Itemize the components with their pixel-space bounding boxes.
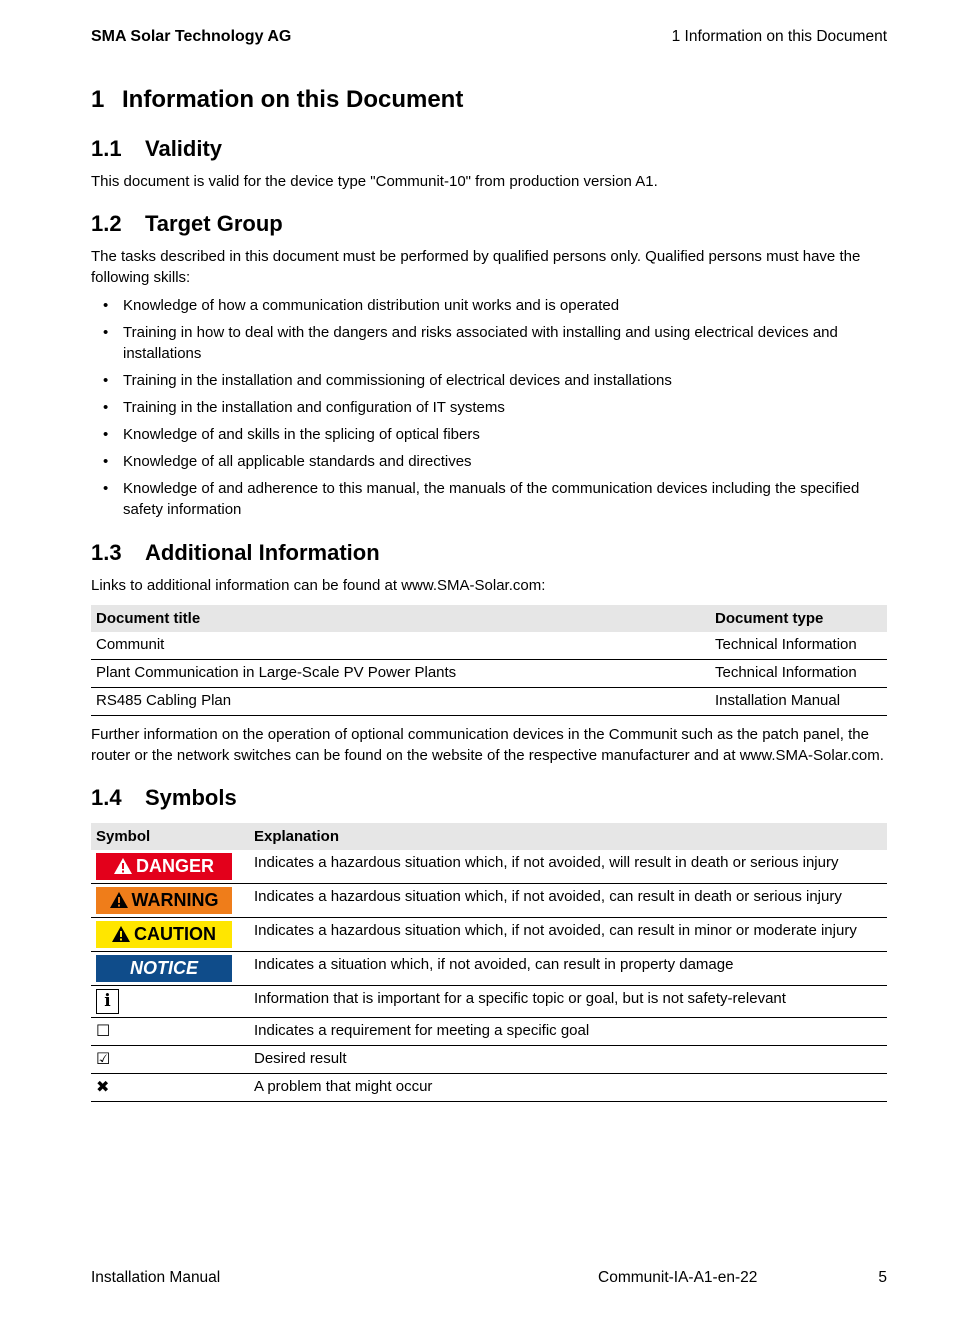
symbol-cell bbox=[91, 884, 249, 918]
table-cell: Information that is important for a specific topic or goal, but is not safety-relevant bbox=[249, 986, 887, 1018]
table-cell: Indicates a hazardous situation which, if not avoided, will result in death or serious injury bbox=[249, 850, 887, 884]
caution-label: CAUTION bbox=[134, 924, 216, 944]
info-icon: i bbox=[96, 989, 119, 1014]
col-symbol: Symbol bbox=[91, 823, 249, 850]
table-cell: Plant Communication in Large-Scale PV Power Plants bbox=[91, 660, 710, 688]
list-item: • Knowledge of how a communication distribution unit works and is operated bbox=[91, 295, 887, 316]
warning-triangle-icon bbox=[114, 858, 132, 874]
list-item: • Knowledge of and adherence to this manual, the manuals of the communication devices including the specified safety information bbox=[91, 478, 887, 520]
danger-label: DANGER bbox=[135, 856, 214, 876]
table-cell: Technical Information bbox=[710, 660, 887, 688]
section-additional-title bbox=[91, 540, 380, 566]
symbol-cell bbox=[91, 918, 249, 952]
checked-box-icon: ☑ bbox=[91, 1046, 249, 1074]
header-chapter: 1 Information on this Document bbox=[671, 28, 887, 45]
section-symbols-title bbox=[91, 785, 237, 811]
further-info-text: Further information on the operation of optional communication devices in the Communit such as the patch panel, the router or the network switches can be found on the website of the respective manufacturer and at www.SMA-Solar.com. bbox=[91, 726, 884, 764]
table-row bbox=[91, 884, 887, 918]
chapter-number: 1 bbox=[91, 86, 105, 113]
footer-doc-id: Communit-IA-A1-en-22 bbox=[598, 1269, 758, 1286]
table-row bbox=[91, 660, 887, 688]
list-item: • Training in the installation and configuration of IT systems bbox=[91, 397, 887, 418]
table-row bbox=[91, 632, 887, 660]
section-title-text: Symbols bbox=[145, 785, 237, 810]
header-company: SMA Solar Technology AG bbox=[91, 28, 292, 45]
table-cell: Indicates a hazardous situation which, if not avoided, can result in death or serious injury bbox=[249, 884, 887, 918]
page-number: 5 bbox=[878, 1269, 887, 1286]
table-cell: A problem that might occur bbox=[249, 1074, 887, 1102]
section-title-text: Validity bbox=[145, 136, 223, 161]
section-number: 1.3 bbox=[91, 540, 122, 565]
section-number: 1.1 bbox=[91, 136, 122, 161]
target-text: The tasks described in this document must be performed by qualified persons only. Qualified persons must have the following skills: bbox=[91, 248, 861, 286]
table-row bbox=[91, 952, 887, 986]
list-item: • Knowledge of all applicable standards and directives bbox=[91, 451, 887, 472]
additional-text: Links to additional information can be found at www.SMA-Solar.com: bbox=[91, 577, 546, 594]
symbols-table bbox=[91, 823, 887, 1102]
col-document-type: Document type bbox=[710, 605, 887, 632]
table-cell: Installation Manual bbox=[710, 688, 887, 716]
skills-list bbox=[91, 295, 887, 526]
section-title-text: Target Group bbox=[145, 211, 283, 236]
warning-triangle-icon bbox=[112, 926, 130, 942]
requirement-icon: ☐ bbox=[91, 1018, 249, 1046]
section-number: 1.4 bbox=[91, 785, 122, 810]
symbol-cell bbox=[91, 850, 249, 884]
table-row bbox=[91, 1046, 887, 1074]
table-row bbox=[91, 688, 887, 716]
caution-badge bbox=[96, 921, 232, 948]
danger-badge bbox=[96, 853, 232, 880]
validity-text: This document is valid for the device type "Communit-10" from production version A1. bbox=[91, 173, 658, 190]
table-cell: Indicates a situation which, if not avoided, can result in property damage bbox=[249, 952, 887, 986]
table-row bbox=[91, 1074, 887, 1102]
list-item: • Training in how to deal with the dangers and risks associated with installing and using electrical devices and installations bbox=[91, 322, 887, 364]
col-document-title: Document title bbox=[91, 605, 710, 632]
section-validity-title bbox=[91, 136, 222, 162]
table-cell: Desired result bbox=[249, 1046, 887, 1074]
table-row bbox=[91, 918, 887, 952]
table-cell: Indicates a requirement for meeting a specific goal bbox=[249, 1018, 887, 1046]
table-cell: Technical Information bbox=[710, 632, 887, 660]
chapter-title bbox=[91, 86, 463, 114]
documents-table bbox=[91, 605, 887, 716]
table-cell: Indicates a hazardous situation which, if not avoided, can result in minor or moderate injury bbox=[249, 918, 887, 952]
symbol-cell bbox=[91, 986, 249, 1018]
cross-icon: ✖ bbox=[91, 1074, 249, 1102]
warning-badge bbox=[96, 887, 232, 914]
section-target-title bbox=[91, 211, 283, 237]
table-cell: Communit bbox=[91, 632, 710, 660]
symbol-cell bbox=[91, 952, 249, 986]
section-title-text: Additional Information bbox=[145, 540, 380, 565]
list-item: • Knowledge of and skills in the splicing of optical fibers bbox=[91, 424, 887, 445]
chapter-title-text: Information on this Document bbox=[122, 86, 464, 113]
list-item: • Training in the installation and commissioning of electrical devices and installations bbox=[91, 370, 887, 391]
footer-manual-label: Installation Manual bbox=[91, 1269, 221, 1286]
table-row bbox=[91, 986, 887, 1018]
warning-triangle-icon bbox=[110, 892, 128, 908]
notice-badge: NOTICE bbox=[96, 955, 232, 982]
table-row bbox=[91, 1018, 887, 1046]
section-number: 1.2 bbox=[91, 211, 122, 236]
warning-label: WARNING bbox=[131, 890, 219, 910]
table-row bbox=[91, 850, 887, 884]
col-explanation: Explanation bbox=[249, 823, 887, 850]
table-cell: RS485 Cabling Plan bbox=[91, 688, 710, 716]
